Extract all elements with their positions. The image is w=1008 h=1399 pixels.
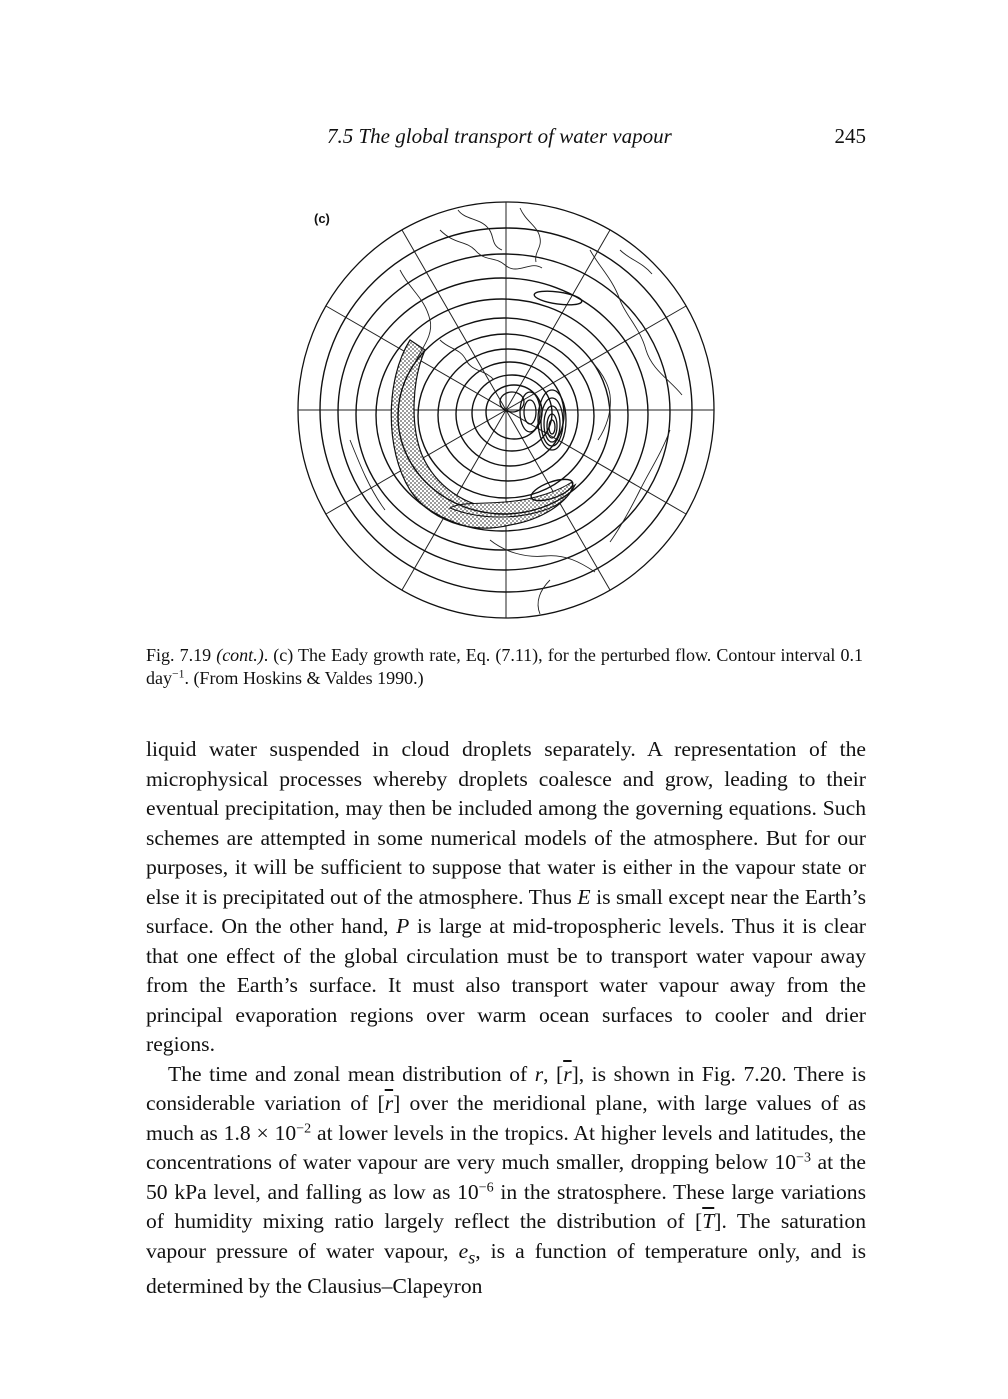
eady-growth-rate-map <box>290 190 730 630</box>
p2-text-7: in the stratosphere. These large variations of humidity mixing ratio largely reflect the distribution of [ <box>146 1179 866 1233</box>
p2-text-9: , is a function of temperature only, and is determined by the Clausius–Clapeyron <box>146 1238 866 1299</box>
page-number: 245 <box>834 124 866 148</box>
running-head <box>0 124 1008 154</box>
paragraph-1 <box>146 735 866 1060</box>
p2-exponent-1: −2 <box>296 1119 312 1136</box>
p2-symbol-rbar-1: $\overline{r}$ <box>563 1061 572 1086</box>
p2-symbol-e: e <box>458 1238 469 1263</box>
p1-text-2: is small except near the Earth’s surface. On the other hand, <box>146 884 867 938</box>
p2-text-4: ] over the meridional plane, with large values of as much as 1.8 × 10 <box>146 1091 866 1145</box>
caption-text-1: . (c) The Eady growth rate, Eq. (7.11), for the perturbed flow. Contour interval 0.1 day <box>146 645 864 688</box>
p2-text-6: at the 50 kPa level, and falling as low as 10 <box>146 1150 867 1204</box>
p2-text-8: ]. The saturation vapour pressure of water vapour, <box>146 1209 866 1263</box>
p1-symbol-P: P <box>396 914 410 938</box>
p2-exponent-2: −3 <box>796 1149 812 1166</box>
caption-cont: (cont.) <box>216 645 264 665</box>
p2-text-5: at lower levels in the tropics. At higher levels and latitudes, the concentrations of water vapour are very much smaller, dropping below 10 <box>146 1120 866 1174</box>
p1-text-3: is large at mid-tropospheric levels. Thus it is clear that one effect of the global circulation must be to transport water vapour away from the Earth’s surface. It must also transport water vapour away from the principal evaporation regions over warm ocean surfaces to cooler and drier regions. <box>146 914 866 1056</box>
paragraph-2 <box>146 1060 866 1302</box>
panel-label: (c) <box>314 211 330 226</box>
p2-symbol-r: r <box>534 1061 544 1086</box>
p1-text-1: liquid water suspended in cloud droplets separately. A representation of the microphysical processes whereby droplets coalesce and grow, leading to their eventual precipitation, may then be included among the governing equations. Such schemes are attempted in some numerical models of the atmosphere. But for our purposes, it will be sufficient to suppose that water is either in the vapour state or else it is precipitated out of the atmosphere. Thus <box>146 737 866 909</box>
caption-fig-label: Fig. 7.19 <box>146 645 212 665</box>
p2-symbol-rbar-2: $\overline{r}$ <box>384 1091 394 1115</box>
p2-symbol-Tbar: $\overline{T}$ <box>702 1209 715 1233</box>
p2-exponent-3: −6 <box>478 1178 494 1195</box>
body-text <box>146 735 866 1302</box>
shaded-band-atlantic <box>450 482 573 517</box>
p1-symbol-E: E <box>577 884 591 909</box>
figure-caption <box>146 644 863 690</box>
caption-unit-exponent: −1 <box>172 667 185 681</box>
caption-text-2: . (From Hoskins & Valdes 1990.) <box>184 668 424 688</box>
p2-text-1: The time and zonal mean distribution of <box>168 1061 535 1086</box>
p2-text-2: , [ <box>543 1061 564 1086</box>
section-title: 7.5 The global transport of water vapour <box>327 124 672 148</box>
p2-symbol-e-subscript: s <box>468 1246 476 1267</box>
p2-text-3: ], is shown in Fig. 7.20. There is considerable variation of [ <box>146 1061 866 1115</box>
